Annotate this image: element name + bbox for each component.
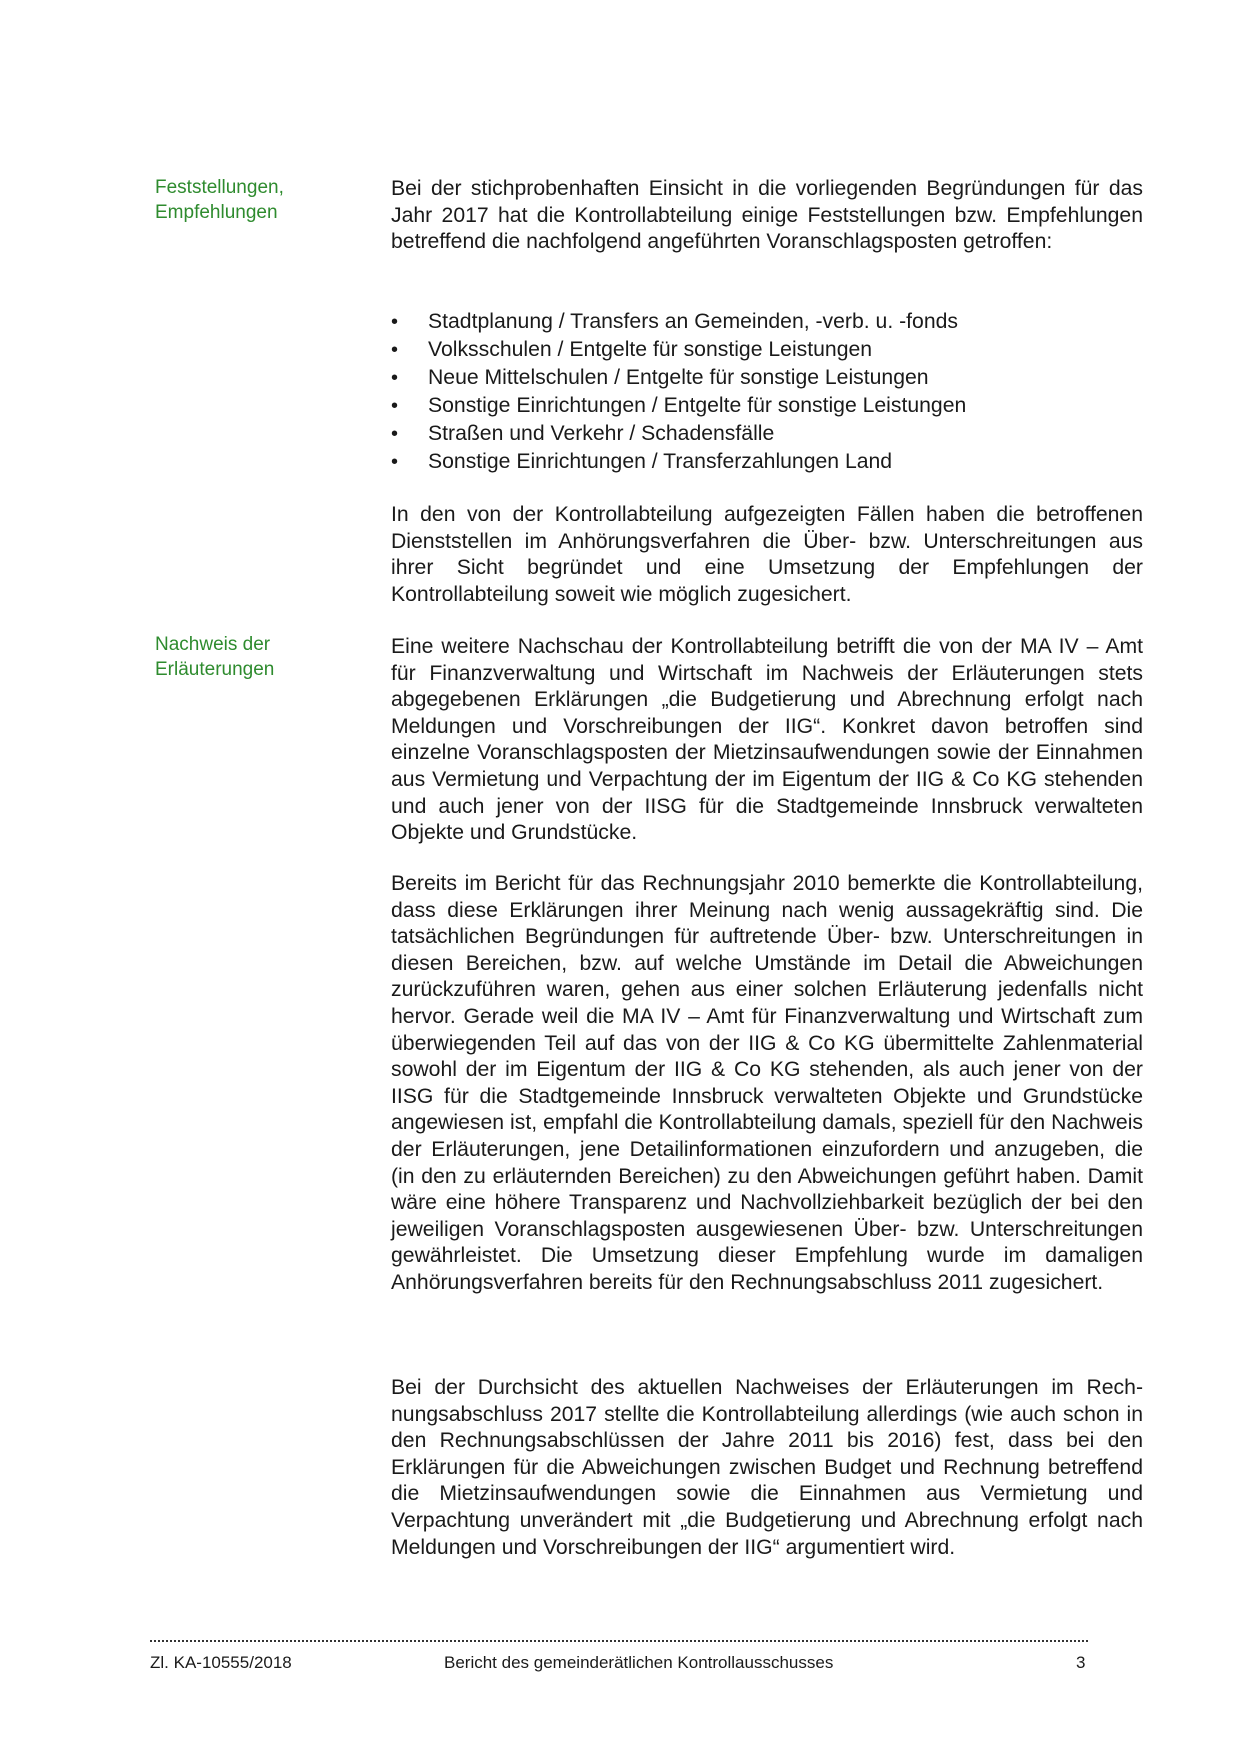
footer-divider — [150, 1640, 1088, 1642]
list-item: • Sonstige Einrichtungen / Transferzahlungen Land — [391, 448, 1143, 476]
list-item: • Straßen und Verkehr / Schadensfälle — [391, 420, 1143, 448]
conclusion-paragraph: In den von der Kontrollabteilung aufgezeigten Fällen haben die betroffenen Dienststellen im Anhörungsverfahren die Über- bzw. Unterschreitungen aus ihrer Sicht begründet und eine Umsetzung der Empfehlungen der Kontrollabteilung soweit wie möglich zugesichert. — [391, 503, 1143, 606]
footer-reference: Zl. KA-10555/2018 — [150, 1653, 292, 1672]
body-paragraph: Bereits im Bericht für das Rechnungsjahr 2010 bemerkte die Kontrollabteilung, dass diese Erklärungen ihrer Meinung nach wenig aussagekräftig sind. Die tatsächlichen Begründungen für auftretende Über- bzw. Unterschreitungen in diesen Bereichen, bzw. auf welche Umstände im Detail die Abweichungen zurückzuführen waren, gehen aus einer solchen Erläuterung jedenfalls nicht hervor. Gerade weil die MA IV – Amt für Finanzverwaltung und Wirtschaft zum überwiegenden Teil auf das von der IIG & Co KG übermittelte Zahlenmaterial sowohl der im Eigentum der IIG & Co KG stehenden, als auch jener von der IISG für die Stadtgemeinde Innsbruck verwalteten Objekte und Grundstücke angewiesen ist, empfahl die Kontrollabteilung damals, speziell für den Nachweis der Erläuterungen, jene Detailinformationen einzufordern und anzugeben, die (in den zu erläuternden Bereichen) zu den Abweichungen geführt haben. Damit wäre eine höhere Transparenz und Nachvollziehbarkeit bezüglich der bei den jeweiligen Voranschlagsposten ausgewiesenen Über- bzw. Unterschreitungen gewährleistet. Die Umsetzung dieser Empfehlung wurde im damaligen Anhörungsverfahren bereits für den Rechnungsabschluss 2011 zugesichert. — [391, 872, 1143, 1294]
list-item: • Sonstige Einrichtungen / Entgelte für sonstige Leistungen — [391, 392, 1143, 420]
margin-label-line: Nachweis der — [155, 634, 271, 655]
body-paragraph: Bei der Durchsicht des aktuellen Nachweises der Erläuterungen im Rechnungsabschluss 2017 stellte die Kontrollabteilung allerdings (wie auch schon in den Rechnungsabschlüssen der Jahre 2011 bis 2016) fest, dass bei den Erklärungen für die Abweichungen zwischen Budget und Rechnung betreffend die Mietzinsaufwendungen sowie die Einnahmen aus Vermietung und Verpachtung unverändert mit „die Budgetierung und Abrechnung erfolgt nach Meldungen und Vorschreibungen der IIG“ argumentiert wird. — [391, 1376, 1143, 1559]
list-item: • Volksschulen / Entgelte für sonstige Leistungen — [391, 336, 1143, 364]
list-item: • Neue Mittelschulen / Entgelte für sonstige Leistungen — [391, 364, 1143, 392]
margin-label-line: Feststellungen, — [155, 177, 284, 198]
page-number: 3 — [1076, 1653, 1086, 1672]
list-item: • Stadtplanung / Transfers an Gemeinden, -verb. u. -fonds — [391, 308, 1143, 336]
margin-label-nachweis — [155, 632, 355, 682]
margin-label-feststellungen — [155, 175, 355, 225]
margin-label-line: Erläuterungen — [155, 659, 275, 680]
margin-label-line: Empfehlungen — [155, 202, 278, 223]
intro-paragraph: Bei der stichprobenhaften Einsicht in die vorliegenden Begründungen für das Jahr 2017 hat die Kontrollabteilung einige Feststellungen bzw. Empfehlungen betreffend die nachfolgend angeführten Voranschlagsposten getroffen: — [391, 177, 1143, 254]
body-paragraph: Eine weitere Nachschau der Kontrollabteilung betrifft die von der MA IV – Amt für Finanzverwaltung und Wirtschaft im Nachweis der Erläuterungen stets abgegebenen Erklärungen „die Budgetierung und Abrechnung erfolgt nach Meldungen und Vorschreibungen der IIG“. Konkret davon betroffen sind einzelne Voranschlagsposten der Mietzinsaufwendungen sowie der Einnahmen aus Vermietung und Verpachtung der im Eigentum der IIG & Co KG stehenden und auch jener von der IISG für die Stadtgemeinde Innsbruck verwalteten Objekte und Grundstücke. — [391, 635, 1143, 845]
budget-items-list — [391, 308, 1143, 476]
footer-title: Bericht des gemeinderätlichen Kontrollausschusses — [444, 1653, 834, 1672]
